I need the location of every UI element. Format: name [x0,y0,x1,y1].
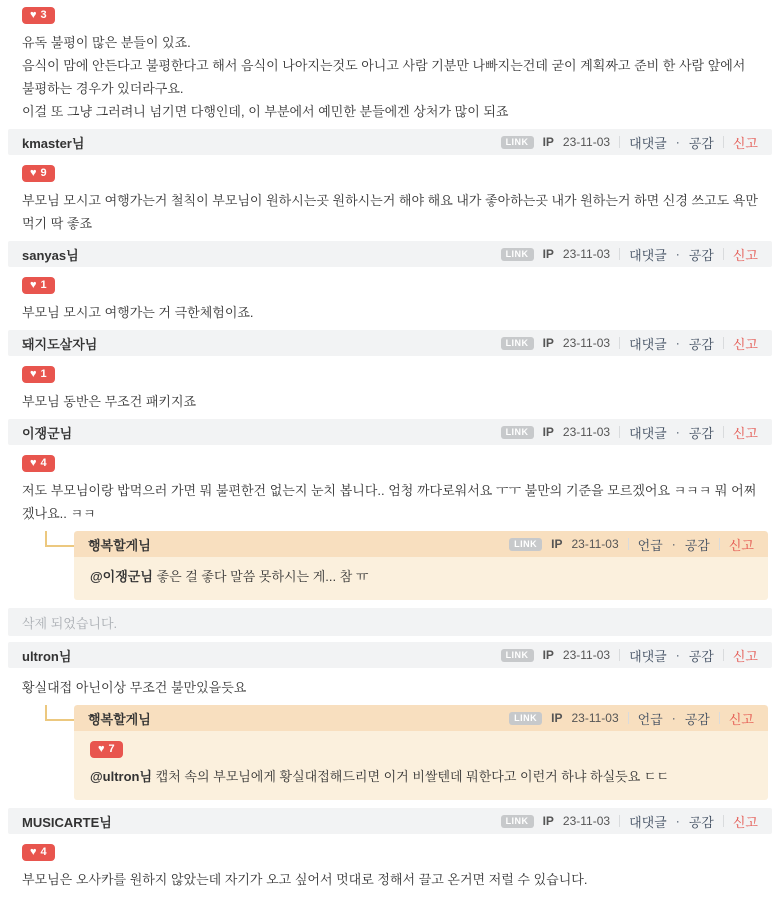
divider [628,538,629,550]
comment-meta [501,646,758,665]
comment-date: 23-11-03 [562,247,611,261]
user-mention[interactable]: @ultron님 [90,769,153,784]
reply-button[interactable]: 대댓글 [629,814,667,830]
comment-line: 유독 불평이 많은 분들이 있죠. [22,35,191,50]
reply-text [90,565,752,588]
comment-body [0,0,780,129]
heart-icon: ♥ [30,368,37,380]
comment-header [8,808,772,834]
heart-icon: ♥ [30,846,37,858]
comment-body [0,834,780,897]
dot-separator: · [671,537,676,551]
username[interactable]: kmaster님 [22,135,85,151]
reply-header [74,531,768,557]
comment-kmaster [0,129,780,241]
username[interactable]: 행복할게님 [88,711,151,727]
deleted-comment-notice [8,608,772,636]
like-count-badge[interactable] [90,741,123,758]
like-button[interactable]: 공감 [688,425,714,441]
dot-separator: · [675,814,680,828]
comment-text [22,390,758,413]
comment-text [22,868,758,891]
comment-date: 23-11-03 [562,336,611,350]
like-count: 3 [40,9,47,21]
like-button[interactable]: 공감 [688,648,714,664]
report-button[interactable]: 신고 [728,537,754,553]
report-button[interactable]: 신고 [732,247,758,263]
comment-line: 저도 부모님이랑 밥먹으러 가면 뭐 불편한건 없는지 눈치 봅니다.. 엄청 까다로워서요 ㅜㅜ 불만의 기준을 모르겠어요 ㅋㅋㅋ 뭐 어쩌겠나요.. ㅋㅋ [22,483,757,521]
username[interactable]: 행복할게님 [88,537,151,553]
report-button[interactable]: 신고 [732,814,758,830]
heart-icon: ♥ [30,279,37,291]
dot-separator: · [675,648,680,662]
username[interactable]: 이쟁군님 [22,425,73,441]
comment-text [22,301,758,324]
comment-meta [501,245,758,264]
username[interactable]: sanyas님 [22,247,79,263]
report-button[interactable]: 신고 [732,135,758,151]
divider [719,538,720,550]
ip-label: IP [542,814,554,828]
divider [619,426,620,438]
comment-line: 이걸 또 그냥 그러려니 넘기면 다행인데, 이 부분에서 예민한 분들에겐 상처가 많이 되죠 [22,104,509,119]
comment-text [22,189,758,235]
mention-button[interactable]: 언급 [637,537,663,553]
reply-body [74,557,768,600]
divider [723,248,724,260]
ip-label: IP [542,336,554,350]
reply-connector-line [45,705,74,721]
like-count-badge[interactable] [22,165,55,182]
comment-header [8,241,772,267]
link-badge[interactable]: LINK [509,712,542,725]
heart-icon: ♥ [30,457,37,469]
link-badge[interactable]: LINK [501,248,534,261]
comment-line [90,565,752,588]
comment-ijaenggun [0,419,780,600]
deleted-text: 삭제 되었습니다. [22,615,118,631]
link-badge[interactable]: LINK [509,538,542,551]
comment-text [22,676,758,699]
comment-body [0,267,780,330]
like-button[interactable]: 공감 [688,814,714,830]
link-badge[interactable]: LINK [501,649,534,662]
reply-button[interactable]: 대댓글 [629,135,667,151]
link-badge[interactable]: LINK [501,815,534,828]
reply-button[interactable]: 대댓글 [629,425,667,441]
report-button[interactable]: 신고 [732,425,758,441]
dot-separator: · [671,711,676,725]
divider [723,337,724,349]
nested-reply [0,705,768,800]
comment-thread-top [0,0,780,129]
heart-icon: ♥ [30,167,37,179]
reply-meta [509,535,754,554]
comment-text [22,31,758,123]
reply-connector-line [45,531,74,547]
divider [723,136,724,148]
like-button[interactable]: 공감 [688,247,714,263]
divider [619,337,620,349]
heart-icon: ♥ [98,743,105,755]
ip-label: IP [542,135,554,149]
mention-button[interactable]: 언급 [637,711,663,727]
report-button[interactable]: 신고 [728,711,754,727]
comment-header [8,330,772,356]
like-count: 7 [108,743,115,755]
dot-separator: · [675,135,680,149]
like-count: 4 [40,457,47,469]
dot-separator: · [675,336,680,350]
reply-header [74,705,768,731]
comment-meta [501,423,758,442]
divider [719,712,720,724]
comment-date: 23-11-03 [571,537,619,551]
comment-meta [501,133,758,152]
comment-ultron [0,642,780,800]
reply-meta [509,709,754,728]
username[interactable]: ultron님 [22,648,72,664]
like-button[interactable]: 공감 [684,711,710,727]
comment-line: 부모님 모시고 여행가는 거 극한체험이죠. [22,305,254,320]
comment-body [0,155,780,241]
reply-text-rest: 좋은 걸 좋다 말씀 못하시는 게... 참 ㅠ [152,569,369,584]
reply-button[interactable]: 대댓글 [629,648,667,664]
reply-body [74,731,768,800]
divider [723,815,724,827]
comment-date: 23-11-03 [562,648,611,662]
like-count-badge[interactable] [22,366,55,383]
ip-label: IP [542,425,554,439]
reply-text-rest: 캡처 속의 부모님에게 황실대접해드리면 이거 비쌀텐데 뭐한다고 이런거 하냐 하실듯요 ㄷㄷ [152,769,669,784]
like-count: 4 [40,846,47,858]
like-count: 1 [40,279,47,291]
nested-reply [0,531,768,600]
comment-line: 황실대접 아닌이상 무조건 불만있을듯요 [22,680,247,695]
divider [723,649,724,661]
like-count: 1 [40,368,47,380]
reply-card [74,705,768,800]
heart-icon: ♥ [30,9,37,21]
divider [619,649,620,661]
like-button[interactable]: 공감 [684,537,710,553]
report-button[interactable]: 신고 [732,648,758,664]
divider [619,248,620,260]
link-badge[interactable]: LINK [501,136,534,149]
divider [628,712,629,724]
comment-meta [501,812,758,831]
comment-body [0,445,780,529]
ip-label: IP [542,648,554,662]
reply-card [74,531,768,600]
comment-date: 23-11-03 [562,425,611,439]
comment-line: 부모님은 오사카를 원하지 않았는데 자기가 오고 싶어서 멋대로 정해서 끌고 온거면 저럴 수 있습니다. [22,872,588,887]
reply-button[interactable]: 대댓글 [629,336,667,352]
comment-line [90,765,752,788]
comment-header [8,419,772,445]
comment-text [22,479,758,525]
reply-button[interactable]: 대댓글 [629,247,667,263]
comment-line: 부모님 동반은 무조건 패키지죠 [22,394,197,409]
divider [723,426,724,438]
comment-pig-butcher [0,330,780,419]
comment-sanyas [0,241,780,330]
link-badge[interactable]: LINK [501,337,534,350]
reply-text [90,765,752,788]
comment-date: 23-11-03 [562,135,611,149]
like-count: 9 [40,167,47,179]
like-button[interactable]: 공감 [688,336,714,352]
ip-label: IP [551,537,563,551]
report-button[interactable]: 신고 [732,336,758,352]
divider [619,815,620,827]
comment-date: 23-11-03 [562,814,611,828]
user-mention[interactable]: @이쟁군님 [90,569,153,584]
like-count-badge[interactable] [22,7,55,24]
comment-line: 음식이 맘에 안든다고 불평한다고 해서 음식이 나아지는것도 아니고 사람 기분만 나빠지는건데 굳이 계획짜고 준비 한 사람 앞에서 불평하는 경우가 있더라구요. [22,58,746,96]
like-count-badge[interactable] [22,277,55,294]
comment-musicarte [0,808,780,897]
comment-header [8,129,772,155]
like-count-badge[interactable] [22,844,55,861]
comment-meta [501,334,758,353]
comment-header [8,642,772,668]
username[interactable]: 돼지도살자님 [22,336,98,352]
comment-body [0,668,780,703]
dot-separator: · [675,425,680,439]
comment-date: 23-11-03 [571,711,619,725]
ip-label: IP [551,711,563,725]
ip-label: IP [542,247,554,261]
dot-separator: · [675,247,680,261]
username[interactable]: MUSICARTE님 [22,814,112,830]
divider [619,136,620,148]
comment-line: 부모님 모시고 여행가는거 철칙이 부모님이 원하시는곳 원하시는거 해야 해요 내가 좋아하는곳 내가 원하는거 하면 신경 쓰고도 욕만 먹기 딱 좋죠 [22,193,758,231]
link-badge[interactable]: LINK [501,426,534,439]
like-count-badge[interactable] [22,455,55,472]
comment-body [0,356,780,419]
like-button[interactable]: 공감 [688,135,714,151]
